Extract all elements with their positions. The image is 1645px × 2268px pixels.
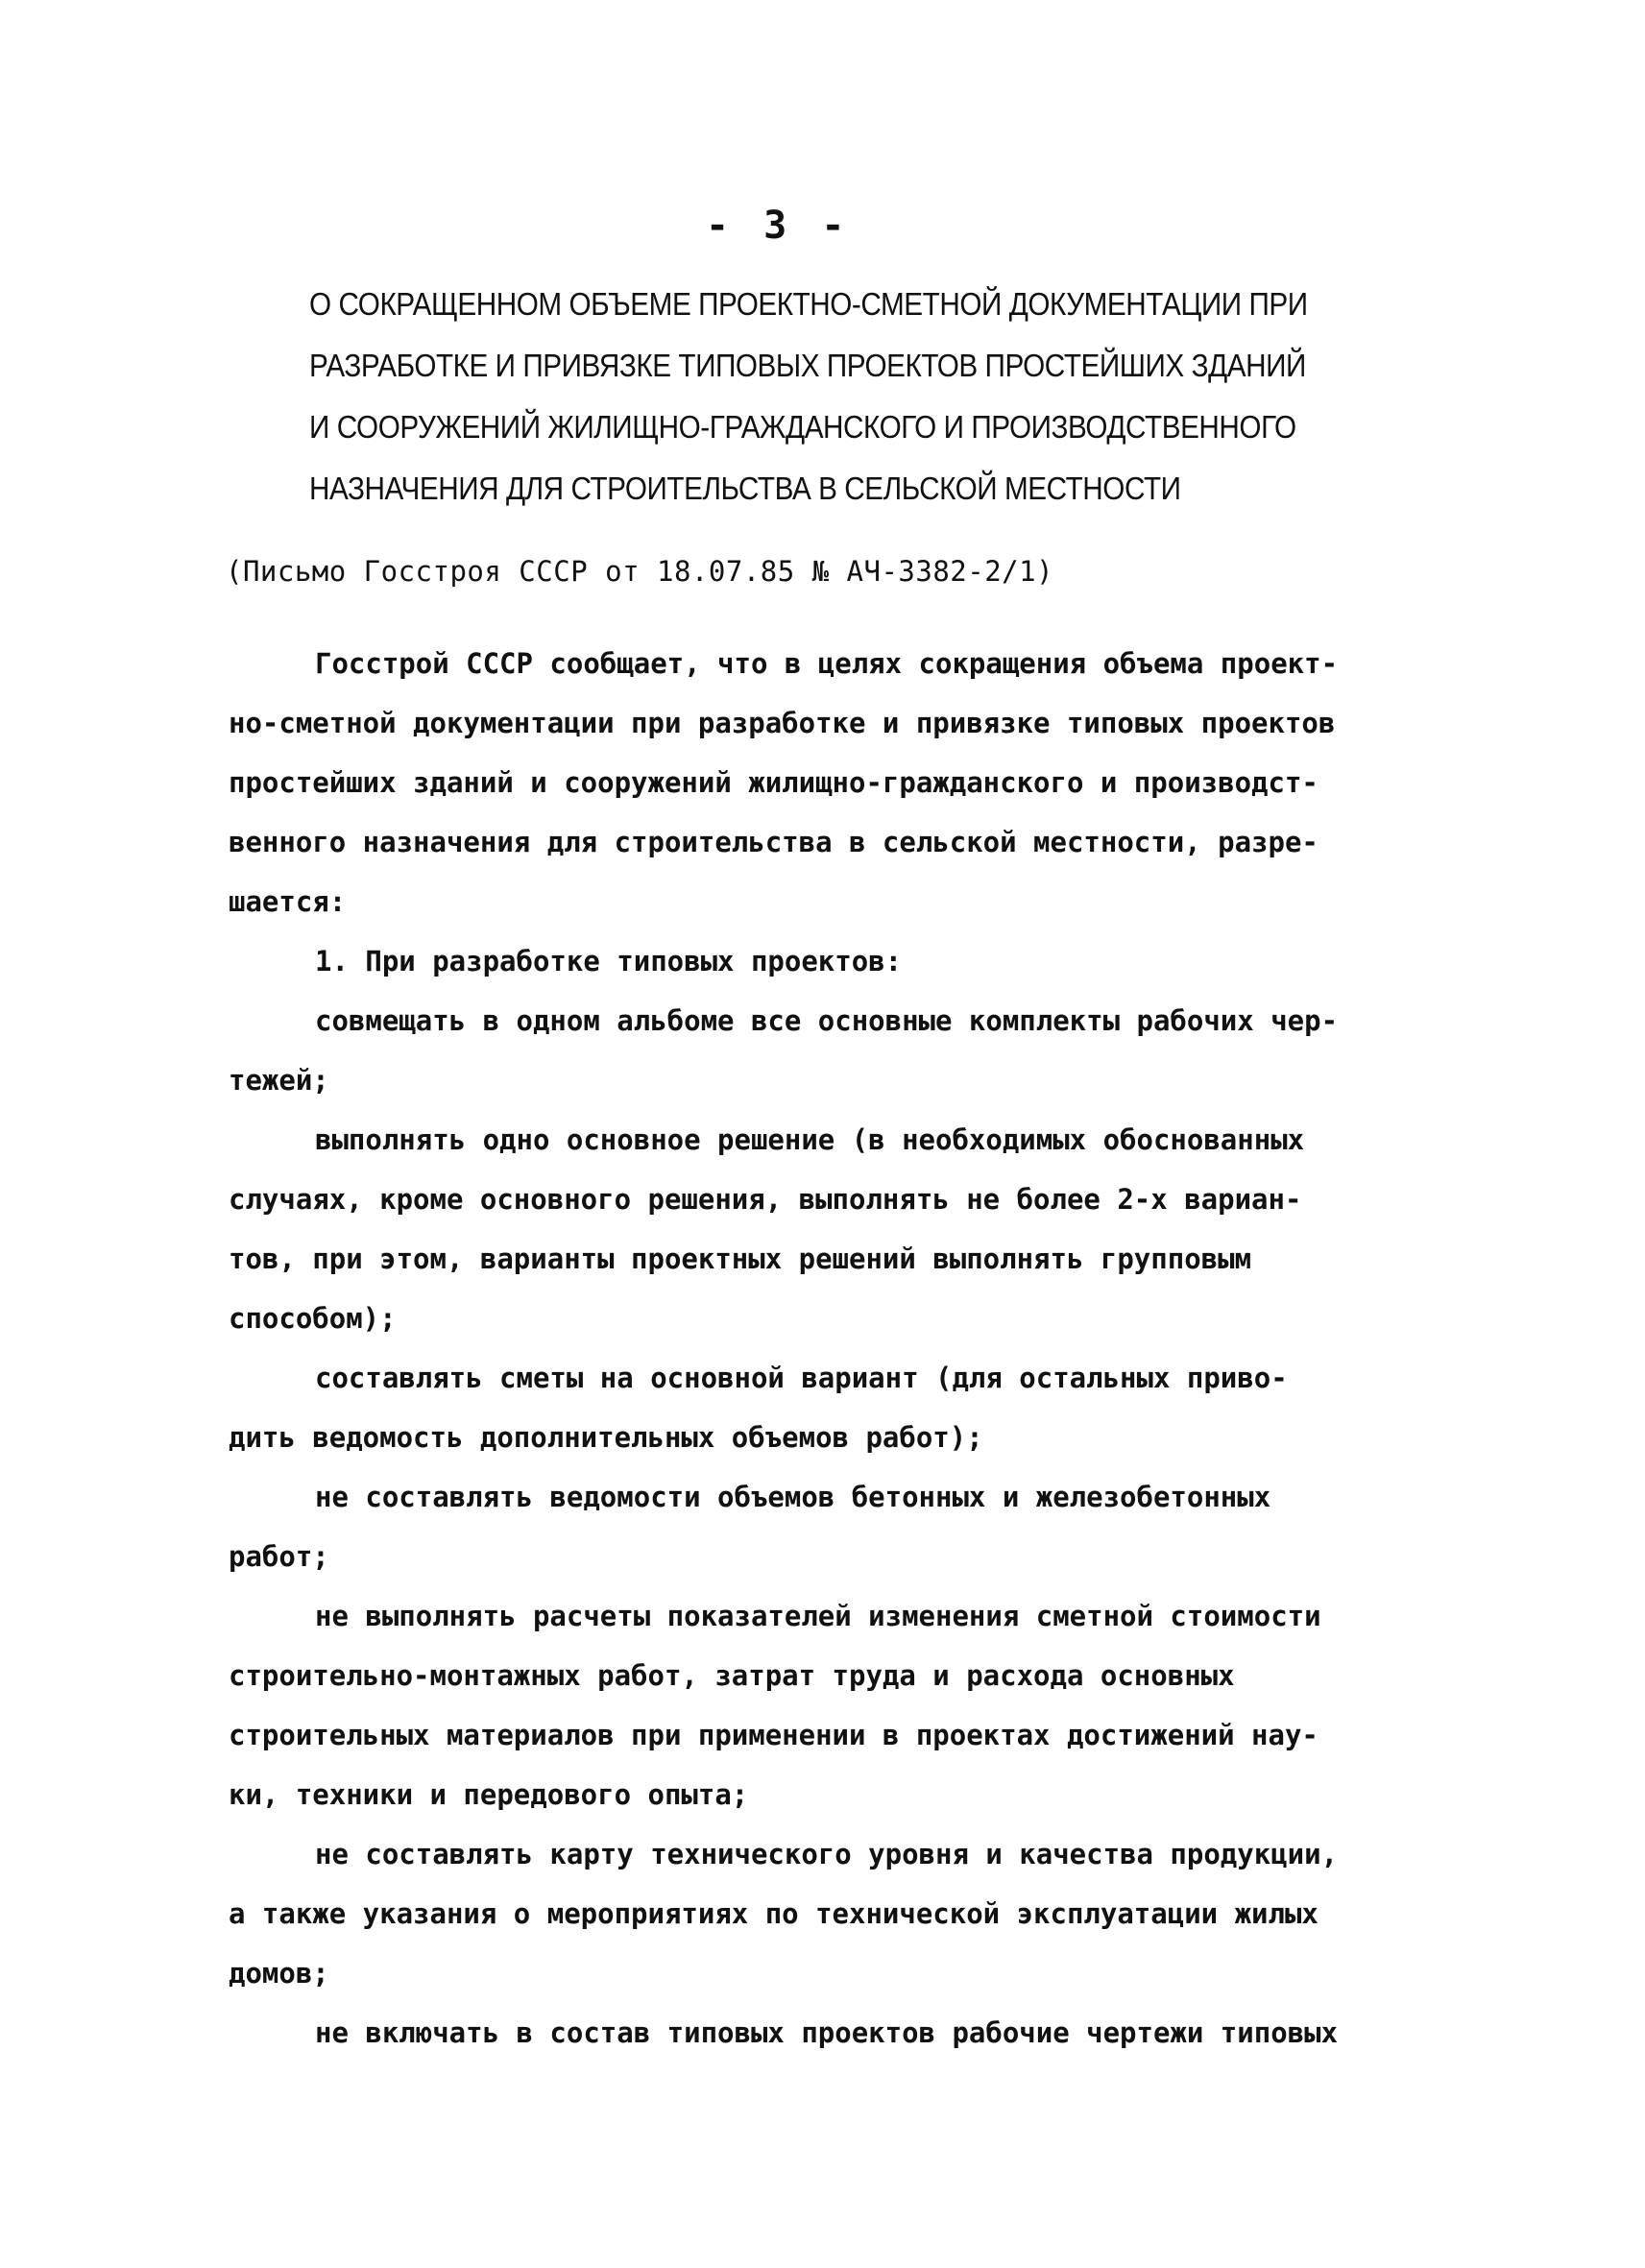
text-line: выполнять одно основное решение (в необходимых обоснованных <box>315 1123 1305 1156</box>
title-line: РАЗРАБОТКЕ И ПРИВЯЗКЕ ТИПОВЫХ ПРОЕКТОВ ПРОСТЕЙШИХ ЗДАНИЙ <box>309 348 1306 383</box>
text-line: Госстрой СССР сообщает, что в целях сокращения объема проект- <box>315 647 1339 680</box>
text-line: но-сметной документации при разработке и привязке типовых проектов <box>229 707 1336 739</box>
title-line: О СОКРАЩЕННОМ ОБЪЕМЕ ПРОЕКТНО-СМЕТНОЙ ДОКУМЕНТАЦИИ ПРИ <box>309 286 1308 322</box>
text-line: строительных материалов при применении в проектах достижений нау- <box>229 1719 1318 1751</box>
text-line: случаях, кроме основного решения, выполнять не более 2-х вариан- <box>229 1183 1302 1216</box>
text-line: строительно-монтажных работ, затрат труда и расхода основных <box>229 1659 1235 1692</box>
body-text <box>229 634 1439 2063</box>
letter-reference: (Письмо Госстроя СССР от 18.07.85 № АЧ-3382-2/1) <box>226 555 1054 588</box>
text-line: не составлять карту технического уровня и качества продукции, <box>315 1838 1339 1870</box>
text-line: не выполнять расчеты показателей изменения сметной стоимости <box>315 1600 1321 1632</box>
text-line: не включать в состав типовых проектов рабочие чертежи типовых <box>315 2016 1339 2049</box>
text-line: тежей; <box>229 1064 329 1097</box>
text-line: 1. При разработке типовых проектов: <box>315 945 903 977</box>
text-line: дить ведомость дополнительных объемов работ); <box>229 1421 983 1454</box>
page-number: - 3 - <box>706 204 851 248</box>
text-line: составлять сметы на основной вариант (для остальных приво- <box>315 1362 1288 1394</box>
text-line: работ; <box>229 1540 329 1573</box>
text-line: домов; <box>229 1957 329 1990</box>
text-line: простейших зданий и сооружений жилищно-гражданского и производст- <box>229 766 1318 799</box>
text-line: ки, техники и передового опыта; <box>229 1778 749 1811</box>
title-line: И СООРУЖЕНИЙ ЖИЛИЩНО-ГРАЖДАНСКОГО И ПРОИЗВОДСТВЕННОГО <box>309 409 1296 445</box>
text-line: а также указания о мероприятиях по технической эксплуатации жилых <box>229 1897 1318 1930</box>
text-line: не составлять ведомости объемов бетонных и железобетонных <box>315 1481 1271 1513</box>
text-line: шается: <box>229 885 347 918</box>
text-line: способом); <box>229 1302 397 1335</box>
text-line: венного назначения для строительства в сельской местности, разре- <box>229 826 1318 858</box>
text-line: совмещать в одном альбоме все основные комплекты рабочих чер- <box>315 1004 1339 1037</box>
title-line: НАЗНАЧЕНИЯ ДЛЯ СТРОИТЕЛЬСТВА В СЕЛЬСКОЙ МЕСТНОСТИ <box>309 470 1181 506</box>
text-line: тов, при этом, варианты проектных решений выполнять групповым <box>229 1243 1252 1275</box>
document-title <box>309 274 1346 519</box>
